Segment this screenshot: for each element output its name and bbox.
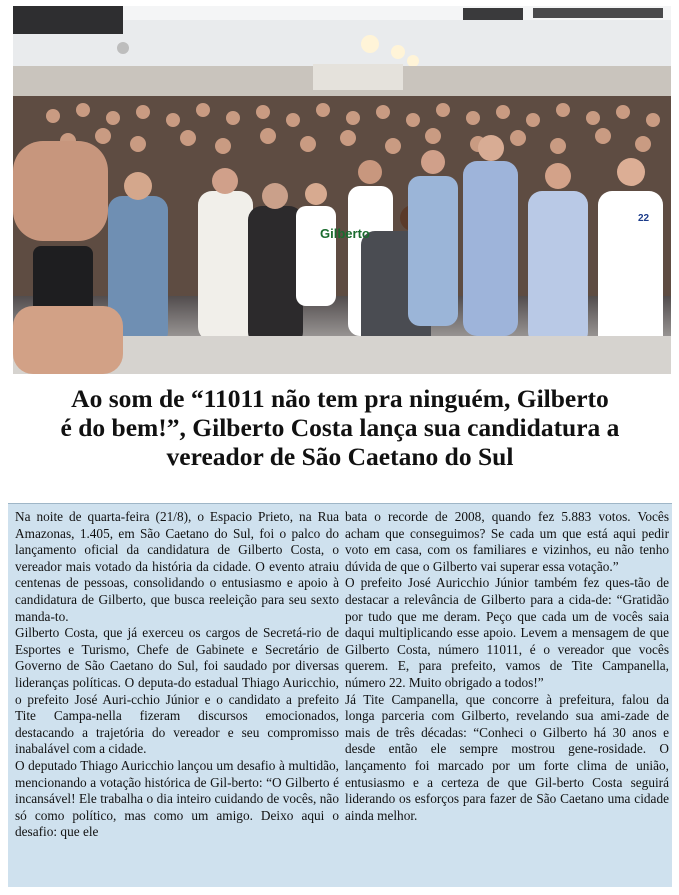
headline-line-2: é do bem!”, Gilberto Costa lança sua candidatura a: [60, 413, 620, 442]
article-paragraph: O deputado Thiago Auricchio lançou um desafio à multidão, mencionando a votação histórica de Gil-berto: “O Gilberto é incansável! Ele trabalha o dia inteiro cuidando de vocês, não só como político, mas como um amigo. Deixo aqui o desafio: que ele: [15, 757, 339, 840]
article-paragraph: O prefeito José Auricchio Júnior também fez ques-tão de destacar a relevância de Gilberto para a cida-de: “Gratidão por tudo que me deram. Peço que cada um de vocês saia daqui multiplicando esse apoio. Levem a mensagem de que Gilberto Costa, número 11011, é o vereador que vocês querem. E, para prefeito, vamos de Tite Campanella, número 22. Muito obrigado a todos!”: [345, 575, 669, 690]
article-column-right: [345, 509, 669, 824]
jersey-number: 22: [638, 213, 650, 224]
article-paragraph: Na noite de quarta-feira (21/8), o Espacio Prieto, na Rua Amazonas, 1.405, em São Caetano do Sul, foi o palco do lançamento oficial da candidatura de Gilberto Costa, o vereador mais votado da história da cidade. O evento atraiu centenas de pessoas, consolidando o entusiasmo e apoio à candidatura de Gilberto, que busca reeleição para seu sexto manda-to.: [15, 509, 339, 624]
event-photo-illustration: [13, 6, 671, 374]
event-photo: [13, 6, 671, 374]
article-column-left: [15, 509, 339, 841]
headline-line-3: vereador de São Caetano do Sul: [166, 442, 514, 471]
headline-line-1: Ao som de “11011 não tem pra ninguém, Gilberto: [71, 384, 609, 413]
article-box: [8, 503, 672, 887]
article-paragraph: Já Tite Campanella, que concorre à prefeitura, falou da longa parceria com Gilberto, revelando sua ami-zade de mais de três décadas: “Conheci o Gilberto há 30 anos e desde então ele sempre mostrou gene-rosidade. O lançamento foi marcado por um forte clima de união, entusiasmo e a certeza de que Gil-berto Costa seguirá liderando os esforços para fazer de São Caetano uma cidade ainda melhor.: [345, 691, 669, 823]
article-paragraph: Gilberto Costa, que já exerceu os cargos de Secretá-rio de Esportes e Turismo, Chefe de Gabinete e Secretário de Governo de São Caetano do Sul, foi saudado por diversas lideranças políticas. O deputa-do estadual Thiago Auricchio, o prefeito José Auri-cchio Júnior e o candidato a prefeito Tite Campa-nella fizeram discursos emocionados, destacando a trajetória do vereador e seu compromisso inabalável com a cidade.: [15, 625, 339, 757]
headline: [20, 384, 660, 471]
article-paragraph: bata o recorde de 2008, quando fez 5.883 votos. Vocês acham que conseguimos? Se cada um que está aqui pedir voto em casa, com os familiares e vizinhos, eu não tenho dúvida de que o Gilberto vai superar essa votação.”: [345, 509, 669, 574]
jersey-text: Gilberto: [320, 226, 370, 241]
